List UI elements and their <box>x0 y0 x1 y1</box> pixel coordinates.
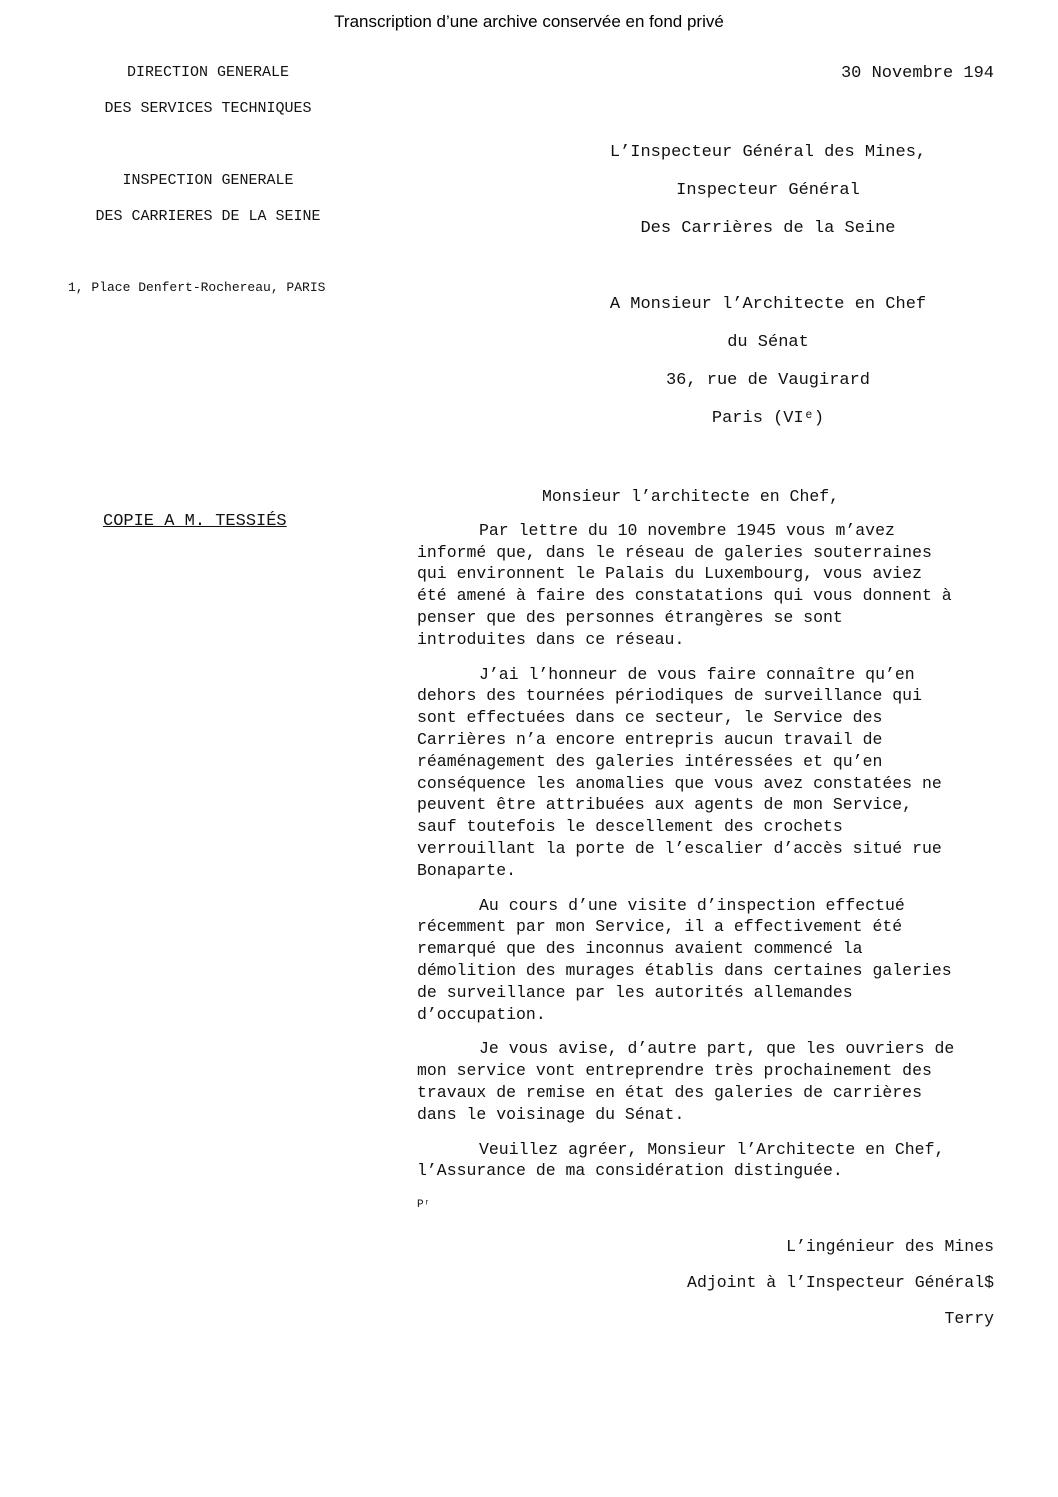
letterhead-address: 1, Place Denfert-Rochereau, PARIS <box>68 280 326 295</box>
signature-line: L’ingénieur des Mines <box>786 1237 994 1256</box>
letterhead-line: DES SERVICES TECHNIQUES <box>104 100 312 117</box>
paragraph: Par lettre du 10 novembre 1945 vous m’avez informé que, dans le réseau de galeries souterraines qui environnent le Palais du Luxembourg, vous aviez été amené à faire des constatations qui vous donnent à penser que des personnes étrangères se sont introduites dans ce réseau. <box>417 520 952 649</box>
signature-name: Terry <box>944 1309 994 1328</box>
recipient-line: du Sénat <box>727 333 809 352</box>
sender-line: Des Carrières de la Seine <box>640 219 896 238</box>
letterhead-line: DIRECTION GENERALE <box>126 64 290 81</box>
sender-line: L’Inspecteur Général des Mines, <box>609 143 927 162</box>
paragraph: J’ai l’honneur de vous faire connaître qu’en dehors des tournées périodiques de surveillance qui sont effectuées dans ce secteur, le Service des Carrières n’a encore entrepris aucun travail de réaménagement des galeries intéressées et qu’en conséquence les anomalies que vous avez constatées ne peuvent être attribuées aux agents de mon Service, sauf toutefois le descellement des crochets verrouillant la porte de l’escalier d’accès situé rue Bonaparte. <box>417 664 942 880</box>
paragraph: Je vous avise, d’autre part, que les ouvriers de mon service vont entreprendre très prochainement des travaux de remise en état des galeries de carrières dans le voisinage du Sénat. <box>417 1039 955 1124</box>
recipient-line: Paris (VIᵉ) <box>711 409 825 428</box>
copy-notice: COPIE A M. TESSIÉS <box>103 512 287 531</box>
paragraph: Veuillez agréer, Monsieur l’Architecte en Chef, l’Assurance de ma considération distinguée. <box>417 1139 945 1181</box>
salutation: Monsieur l’architecte en Chef, <box>542 487 840 506</box>
pr-mark: Pʳ <box>417 1199 431 1212</box>
paragraph: Au cours d’une visite d’inspection effectué récemment par mon Service, il a effectivement été remarqué que des inconnus avaient commencé la démolition des murages établis dans certaines galeries de surveillance par les autorités allemandes d’occupation. <box>417 895 952 1024</box>
signature-line: Adjoint à l’Inspecteur Général$ <box>687 1273 994 1292</box>
sender-line: Inspecteur Général <box>676 181 860 200</box>
letterhead-line: INSPECTION GENERALE <box>122 172 294 189</box>
page-header: Transcription d’une archive conservée en fond privé <box>334 12 724 31</box>
letter-date: 30 Novembre 194 <box>840 64 994 83</box>
letterhead-line: DES CARRIERES DE LA SEINE <box>95 208 321 225</box>
letter-body <box>417 486 1007 1217</box>
recipient-line: A Monsieur l’Architecte en Chef <box>609 295 927 314</box>
recipient-line: 36, rue de Vaugirard <box>665 371 871 390</box>
